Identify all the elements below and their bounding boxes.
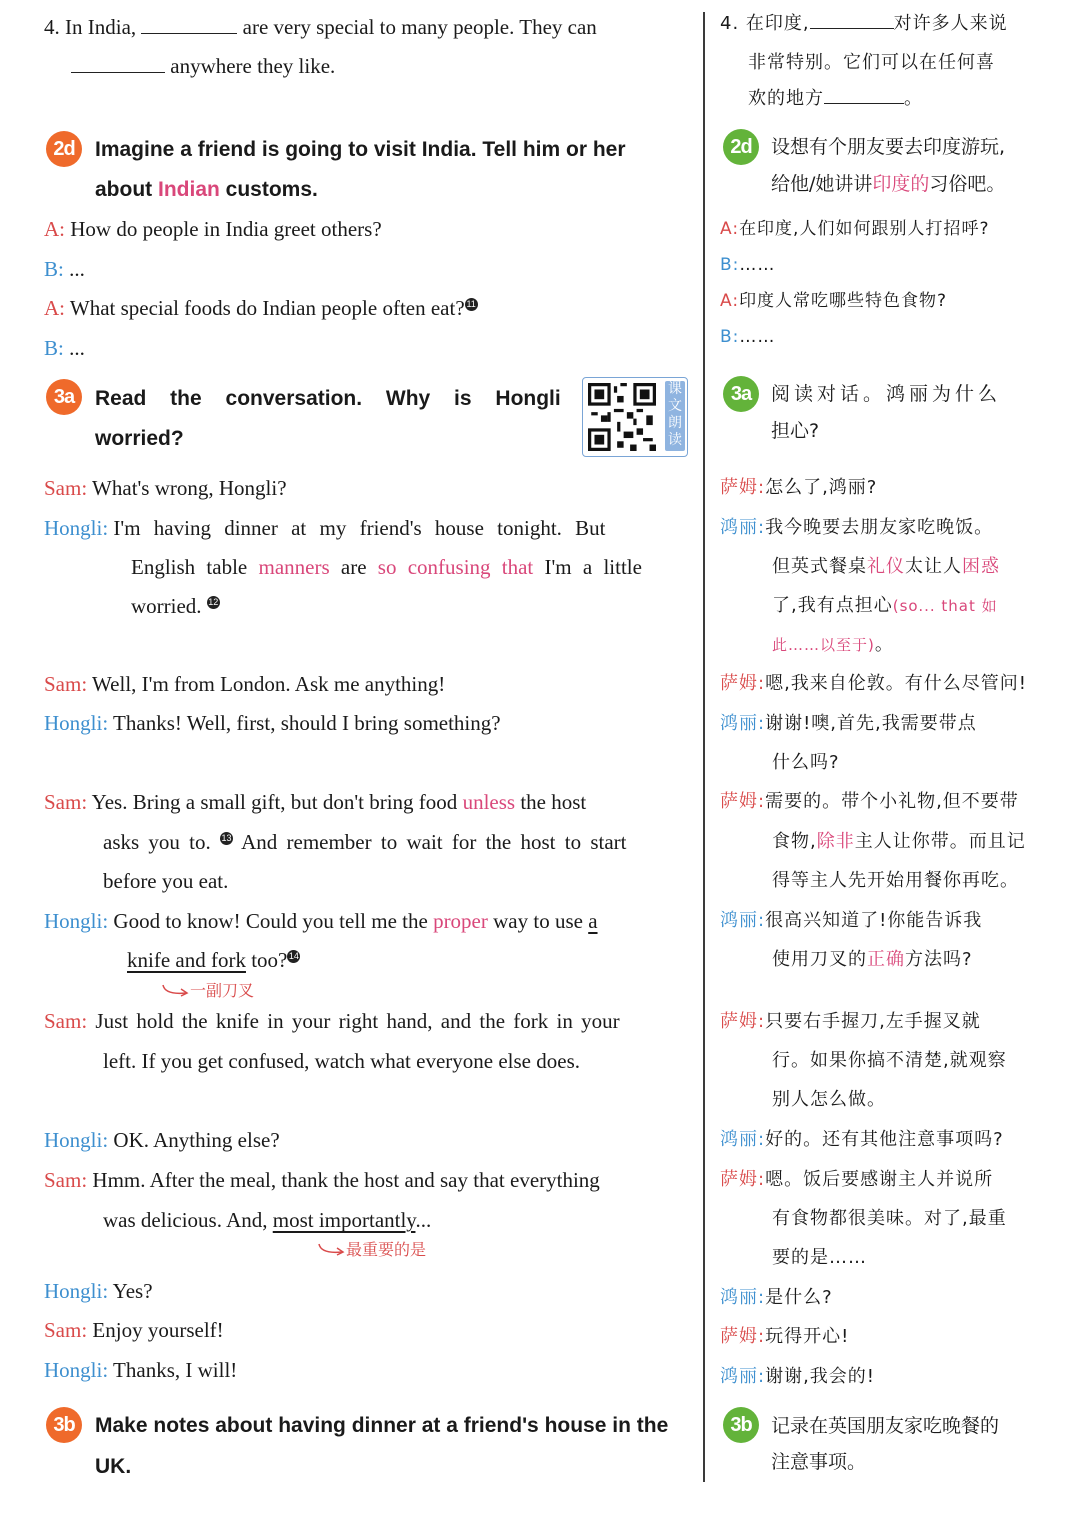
footnote-marker: 13	[221, 833, 232, 843]
zh-conv-5b: 食物,除非主人让你带。而且记	[772, 831, 1026, 852]
note-most-importantly: 最重要的是	[316, 1237, 426, 1260]
zh-conv-7b: 行。如果你搞不清楚,就观察	[772, 1050, 1007, 1071]
section-3a-title-2: worried?	[95, 427, 184, 450]
q4-blank-2	[71, 50, 165, 73]
zh-conv-8: 鸿丽:好的。还有其他注意事项吗?	[720, 1129, 1004, 1150]
highlight-unless: unless	[462, 790, 516, 814]
column-divider	[703, 12, 705, 1482]
conv-line-2: Hongli: I'm having dinner at my friend's house tonight. But	[44, 516, 606, 540]
zh-section-3b-title-2: 注意事项。	[771, 1451, 867, 1473]
conv-line-8: Hongli: OK. Anything else?	[44, 1128, 280, 1152]
speaker-a: A:	[44, 217, 65, 241]
q4-line-1	[44, 8, 597, 47]
speaker-sam: Sam:	[44, 476, 88, 500]
zh-q4-line-1: 4. 在印度, 对许多人来说	[720, 5, 1008, 43]
zh-section-2d-badge: 2d	[723, 129, 759, 165]
qr-code-box[interactable]	[582, 377, 688, 457]
qr-code-icon	[588, 383, 656, 451]
zh-conv-12: 鸿丽:谢谢,我会的!	[720, 1366, 876, 1387]
conv-line-10: Hongli: Yes?	[44, 1279, 153, 1303]
zh-dialog-line-3: A:印度人常吃哪些特色食物?	[720, 291, 948, 311]
speaker-b: B:	[44, 257, 64, 281]
zh-conv-11: 萨姆:玩得开心!	[720, 1326, 850, 1347]
zh-q4-line-3: 欢的地方 。	[748, 80, 923, 118]
footnote-marker: 11	[466, 299, 476, 309]
speaker-hongli: Hongli:	[44, 1279, 109, 1303]
zh-conv-5: 萨姆:需要的。带个小礼物,但不要带	[720, 791, 1019, 812]
q4-line-2	[71, 47, 335, 86]
conv-line-6: Hongli: Good to know! Could you tell me the proper way to use a	[44, 909, 598, 933]
arrow-icon	[160, 983, 190, 1001]
zh-conv-7c: 别人怎么做。	[772, 1089, 886, 1110]
zh-section-3a-title-1: 阅读对话。鸿丽为什么	[771, 383, 1002, 405]
phrase-knife-and-fork: knife and fork	[127, 948, 246, 972]
conv-line-5b: asks you to. 13 And remember to wait for the host to start	[103, 830, 627, 854]
zh-q4-blank-2	[824, 85, 904, 104]
zh-conv-1: 萨姆:怎么了,鸿丽?	[720, 477, 878, 498]
zh-dialog-line-2: B:……	[720, 255, 776, 275]
speaker-hongli: Hongli:	[44, 516, 109, 540]
conv-line-9b: was delicious. And, most importantly...	[103, 1208, 432, 1232]
conv-line-3: Sam: Well, I'm from London. Ask me anything!	[44, 672, 446, 696]
zh-conv-4b: 什么吗?	[772, 752, 840, 773]
zh-section-2d-title-1: 设想有个朋友要去印度游玩,	[771, 136, 1006, 158]
qr-label: 课文朗读	[665, 381, 685, 451]
conv-line-11: Sam: Enjoy yourself!	[44, 1318, 224, 1342]
speaker-sam: Sam:	[44, 1009, 88, 1033]
highlight-proper: proper	[433, 909, 488, 933]
zh-q4-blank-1	[810, 10, 894, 29]
zh-section-3a-badge: 3a	[723, 376, 759, 412]
zh-dialog-line-1: A:在印度,人们如何跟别人打招呼?	[720, 219, 990, 239]
q4-number: 4. In India,	[44, 15, 142, 39]
speaker-sam: Sam:	[44, 1318, 88, 1342]
note-knife-fork: 一副刀叉	[160, 978, 254, 1001]
section-2d-title-2: about Indian customs.	[95, 178, 318, 201]
speaker-sam: Sam:	[44, 790, 88, 814]
zh-section-2d-title-2: 给他/她讲讲印度的习俗吧。	[771, 173, 1006, 195]
footnote-marker: 14	[288, 951, 299, 961]
zh-conv-10: 鸿丽:是什么?	[720, 1287, 833, 1308]
conv-line-2b: English table manners are so confusing that I'm a little	[131, 555, 642, 579]
conv-line-7: Sam: Just hold the knife in your right hand, and the fork in your	[44, 1009, 620, 1033]
zh-dialog-line-4: B:……	[720, 327, 776, 347]
speaker-sam: Sam:	[44, 1168, 88, 1192]
zh-conv-9: 萨姆:嗯。饭后要感谢主人并说所	[720, 1169, 994, 1190]
conv-line-6b: knife and fork too?14	[127, 948, 299, 972]
phrase-most-importantly: most importantly	[272, 1208, 416, 1232]
zh-conv-2c: 了,我有点担心(so... that 如	[772, 595, 998, 616]
speaker-hongli: Hongli:	[44, 1358, 109, 1382]
zh-conv-2b: 但英式餐桌礼仪太让人困惑	[772, 556, 1000, 577]
zh-conv-2: 鸿丽:我今晚要去朋友家吃晚饭。	[720, 517, 994, 538]
zh-conv-7: 萨姆:只要右手握刀,左手握叉就	[720, 1011, 981, 1032]
zh-conv-9c: 要的是……	[772, 1247, 867, 1268]
speaker-a: A:	[44, 296, 65, 320]
conv-line-7b: left. If you get confused, watch what everyone else does.	[103, 1049, 580, 1073]
dialog-2d-line-4: B: ...	[44, 336, 85, 360]
conv-line-5c: before you eat.	[103, 869, 229, 893]
section-2d-badge: 2d	[46, 131, 82, 167]
section-3a-title-1: Read the conversation. Why is Hongli	[95, 387, 561, 410]
zh-section-3b-title-1: 记录在英国朋友家吃晚餐的	[771, 1415, 1000, 1437]
zh-conv-2d: 此……以至于)。	[772, 634, 894, 655]
zh-section-3b-badge: 3b	[723, 1407, 759, 1443]
dialog-2d-line-1: A: How do people in India greet others?	[44, 217, 382, 241]
conv-line-2c: worried. 12	[131, 594, 219, 618]
zh-conv-6: 鸿丽:很高兴知道了!你能告诉我	[720, 910, 983, 931]
q4-blank-1	[141, 11, 237, 34]
conv-line-4: Hongli: Thanks! Well, first, should I bring something?	[44, 711, 501, 735]
section-3b-badge: 3b	[46, 1407, 82, 1443]
conv-line-12: Hongli: Thanks, I will!	[44, 1358, 238, 1382]
conv-line-5: Sam: Yes. Bring a small gift, but don't bring food unless the host	[44, 790, 587, 814]
footnote-marker: 12	[208, 597, 219, 607]
dialog-2d-line-3: A: What special foods do Indian people often eat? 11	[44, 296, 476, 320]
highlight-so-that: so confusing that	[377, 555, 534, 579]
conv-line-9: Sam: Hmm. After the meal, thank the host and say that everything	[44, 1168, 600, 1192]
conv-line-1: Sam: What's wrong, Hongli?	[44, 476, 287, 500]
q4-text: are very special to many people. They can	[237, 15, 597, 39]
dialog-2d-line-2: B: ...	[44, 257, 85, 281]
section-3b-title-2: UK.	[95, 1455, 132, 1478]
zh-conv-4: 鸿丽:谢谢!噢,首先,我需要带点	[720, 713, 977, 734]
section-2d-title-1: Imagine a friend is going to visit India. Tell him or her	[95, 138, 626, 161]
speaker-hongli: Hongli:	[44, 711, 109, 735]
zh-conv-6b: 使用刀叉的正确方法吗?	[772, 949, 973, 970]
highlight-indian: Indian	[158, 178, 220, 201]
speaker-b: B:	[44, 336, 64, 360]
speaker-hongli: Hongli:	[44, 909, 109, 933]
highlight-manners: manners	[258, 555, 330, 579]
speaker-sam: Sam:	[44, 672, 88, 696]
speaker-hongli: Hongli:	[44, 1128, 109, 1152]
arrow-icon	[316, 1242, 346, 1260]
zh-q4-line-2: 非常特别。它们可以在任何喜	[748, 52, 995, 73]
zh-conv-9b: 有食物都很美味。对了,最重	[772, 1208, 1007, 1229]
zh-conv-5c: 得等主人先开始用餐你再吃。	[772, 870, 1019, 891]
zh-section-3a-title-2: 担心?	[771, 420, 820, 442]
zh-conv-3: 萨姆:嗯,我来自伦敦。有什么尽管问!	[720, 673, 1028, 694]
section-3b-title-1: Make notes about having dinner at a friend's house in the	[95, 1414, 669, 1437]
section-3a-badge: 3a	[46, 379, 82, 415]
q4-text-end: anywhere they like.	[165, 54, 336, 78]
